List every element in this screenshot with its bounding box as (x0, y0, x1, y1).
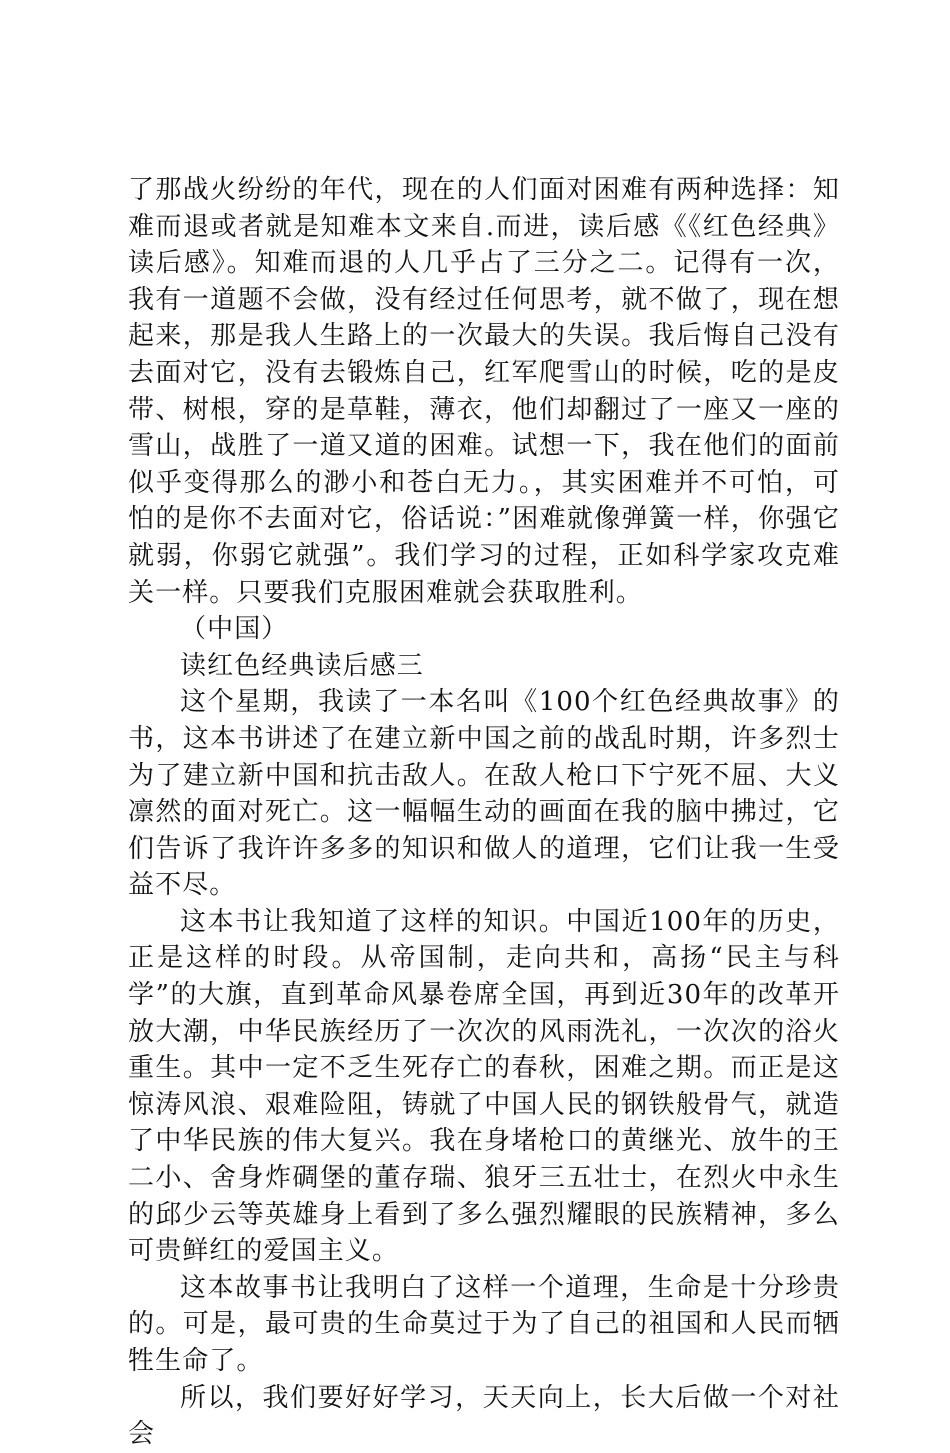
paragraph-continuation: 了那战火纷纷的年代，现在的人们面对困难有两种选择：知难而退或者就是知难本文来自.而进，读后感《《红色经典》读后感》。知难而退的人几乎占了三分之二。记得有一次，我有一道题不会做，没有经过任何思考，就不做了，现在想起来，那是我人生路上的一次最大的失误。我后悔自己没有去面对它，没有去锻炼自己，红军爬雪山的时候，吃的是皮带、树根，穿的是草鞋，薄衣，他们却翻过了一座又一座的雪山，战胜了一道又道的困难。试想一下，我在他们的面前似乎变得那么的渺小和苍白无力。，其实困难并不可怕，可怕的是你不去面对它，俗话说：”困难就像弹簧一样，你强它就弱，你弱它就强”。我们学习的过程，正如科学家攻克难关一样。只要我们克服困难就会获取胜利。 (128, 175, 840, 608)
paragraph-source-note: （中国） (180, 614, 289, 645)
document-body (128, 172, 840, 1453)
paragraph-truncated: 所以，我们要好好学习，天天向上，长大后做一个对社会 (128, 1382, 840, 1450)
section-heading: 读红色经典读后感三 (180, 650, 424, 681)
paragraph: 这本故事书让我明白了这样一个道理，生命是十分珍贵的。可是，最可贵的生命莫过于为了自己的祖国和人民而牺牲生命了。 (128, 1272, 840, 1376)
paragraph: 这本书让我知道了这样的知识。中国近100年的历史，正是这样的时段。从帝国制，走向共和，高扬“民主与科学”的大旗，直到革命风暴卷席全国，再到近30年的改革开放大潮，中华民族经历了一次次的风雨洗礼，一次次的浴火重生。其中一定不乏生死存亡的春秋，困难之期。而正是这惊涛风浪、艰难险阻，铸就了中国人民的钢铁般骨气，就造了中华民族的伟大复兴。我在身堵枪口的黄继光、放牛的王二小、舍身炸碉堡的董存瑞、狼牙三五壮士，在烈火中永生的邱少云等英雄身上看到了多么强烈耀眼的民族精神，多么可贵鲜红的爱国主义。 (128, 906, 840, 1267)
paragraph: 这个星期，我读了一本名叫《100个红色经典故事》的书，这本书讲述了在建立新中国之前的战乱时期，许多烈士为了建立新中国和抗击敌人。在敌人枪口下宁死不屈、大义凛然的面对死亡。这一幅幅生动的画面在我的脑中拂过，它们告诉了我许许多多的知识和做人的道理，它们让我一生受益不尽。 (128, 687, 840, 901)
